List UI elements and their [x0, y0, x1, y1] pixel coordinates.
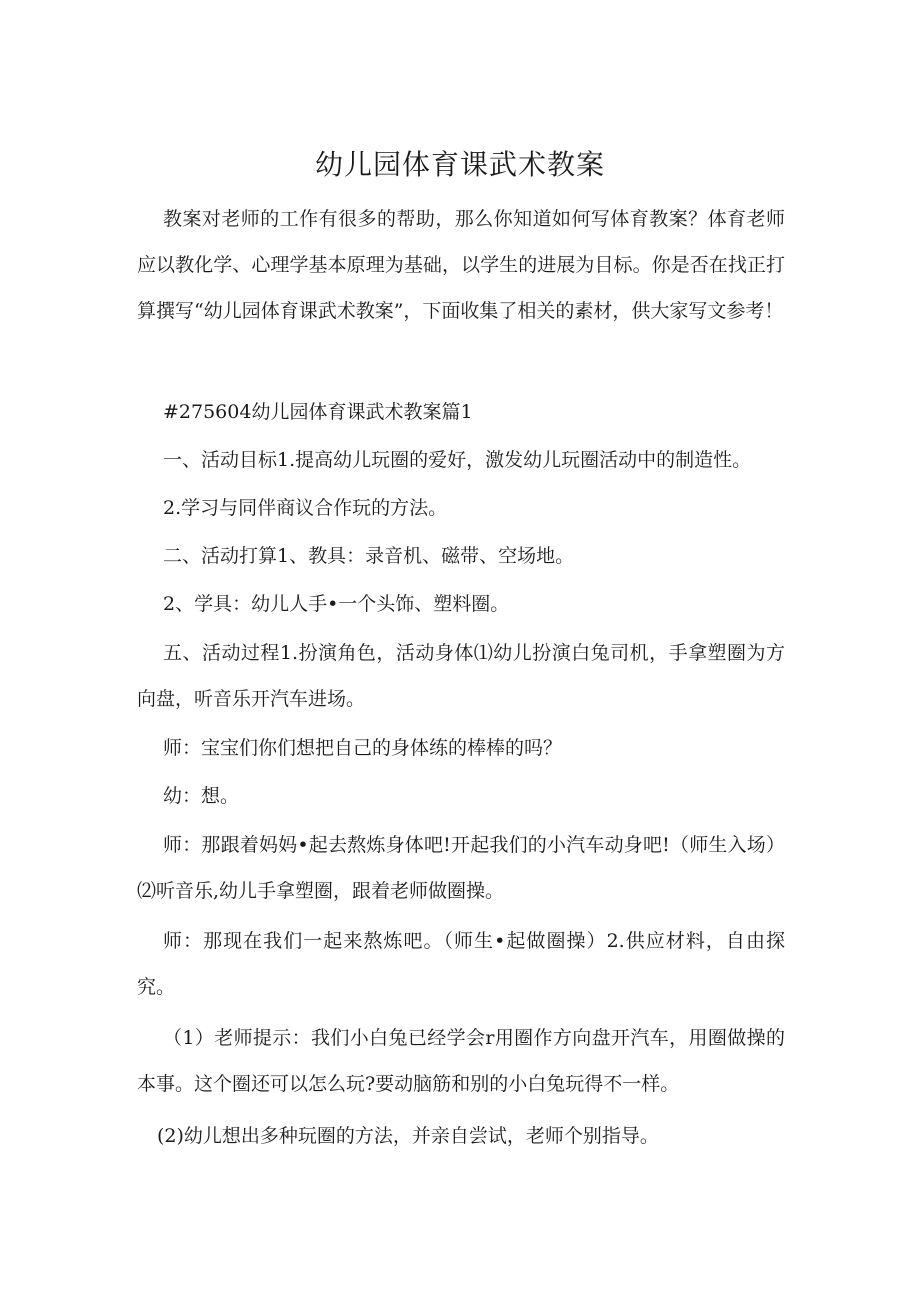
paragraph-learning-tools: 2、学具：幼儿人手•一个头饰、塑料圈。	[163, 593, 510, 615]
paragraph-teacher-exercise: 师：那跟着妈妈•起去熬炼身体吧!开起我们的小汽车动身吧!（师生入场）⑵听音乐,幼儿手拿塑圈，跟着老师做圈操。	[137, 834, 785, 902]
intro-paragraph: 教案对老师的工作有很多的帮助，那么你知道如何写体育教案？体育老师应以教化学、心理学基本原理为基础，以学生的进展为目标。你是否在找正打算撰写“幼儿园体育课武术教案”，下面收集了相关的素材，供大家写文参考！	[137, 208, 785, 322]
paragraph-activity-process: 五、活动过程1.扮演角色，活动身体⑴幼儿扮演白兔司机，手拿塑圈为方向盘，听音乐开汽车进场。	[137, 642, 785, 710]
paragraph-teacher-question: 师：宝宝们你们想把自己的身体练的棒棒的吗？	[163, 737, 563, 759]
paragraph-activity-prep: 二、活动打算1、教具：录音机、磁带、空场地。	[163, 545, 575, 567]
paragraph-teacher-together: 师：那现在我们一起来熬炼吧。（师生•起做圈操）2.供应材料，自由探究。	[137, 930, 785, 998]
section-heading: #275604幼儿园体育课武术教案篇1	[163, 401, 473, 423]
paragraph-children-try: (2)幼儿想出多种玩圈的方法，并亲自尝试，老师个别指导。	[157, 1125, 659, 1147]
paragraph-activity-goal: 一、活动目标1.提高幼儿玩圈的爱好，激发幼儿玩圈活动中的制造性。	[163, 449, 752, 471]
paragraph-teacher-hint: （1）老师提示：我们小白兔已经学会r用圈作方向盘开汽车，用圈做操的本事。这个圈还可以怎么玩?要动脑筋和别的小白兔玩得不一样。	[137, 1027, 785, 1095]
document-title: 幼儿园体育课武术教案	[314, 148, 605, 181]
paragraph-goal-2: 2.学习与同伴商议合作玩的方法。	[163, 497, 448, 519]
paragraph-child-answer: 幼：想。	[163, 785, 240, 807]
